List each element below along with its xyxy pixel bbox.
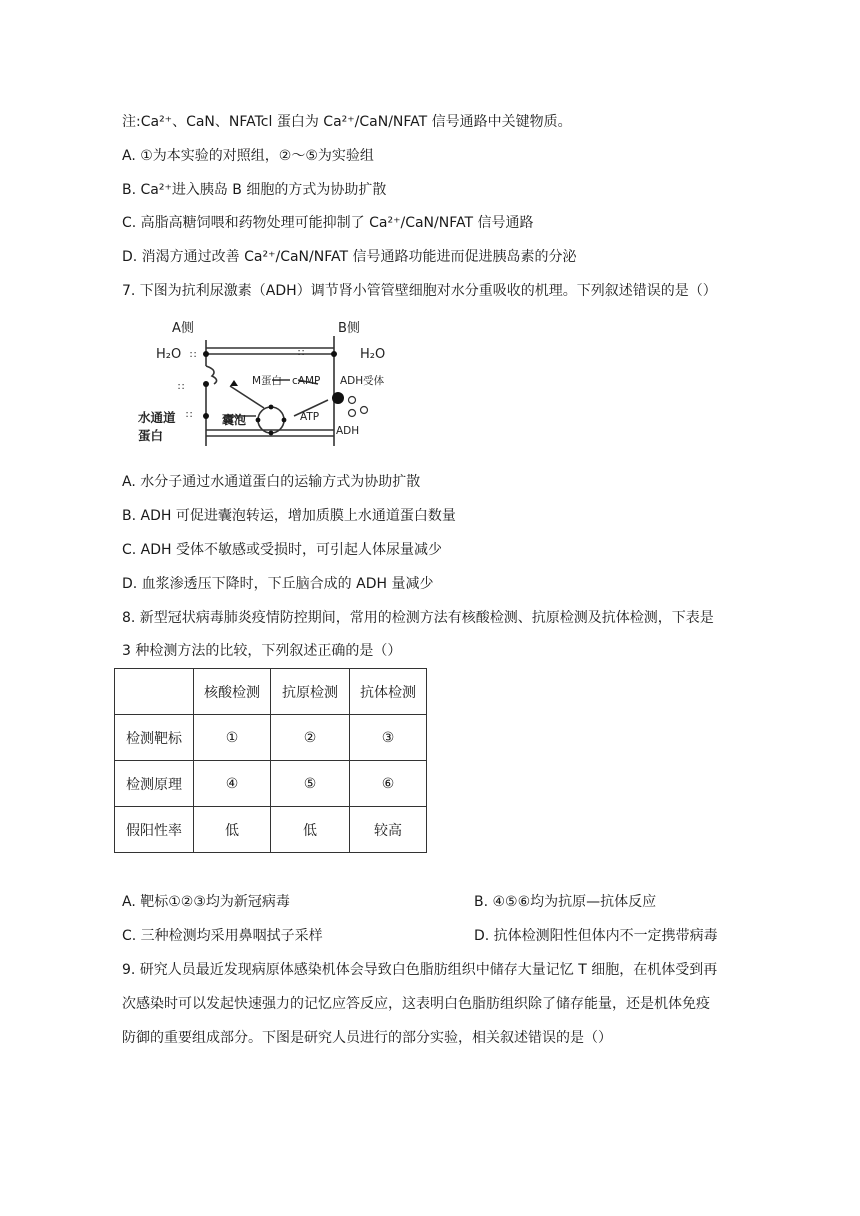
table-cell: 假阳性率: [115, 807, 194, 853]
q8-option-c: C. 三种检测均采用鼻咽拭子采样: [122, 928, 323, 944]
table-header-cell: 抗原检测: [271, 669, 350, 715]
svg-text:∷: ∷: [190, 350, 197, 361]
table-header-cell: [115, 669, 194, 715]
atp-label: ATP: [300, 411, 320, 423]
q6-option-c: C. 高脂高糖饲喂和药物处理可能抑制了 Ca²⁺/CaN/NFAT 信号通路: [122, 215, 534, 231]
adh-mechanism-diagram: [130, 318, 400, 454]
q9-stem-line-2: 次感染时可以发起快速强力的记忆应答反应，这表明白色脂肪组织除了储存能量，还是机体免疫: [122, 996, 710, 1012]
table-row: [115, 715, 427, 761]
figure-note: 注:Ca²⁺、CaN、NFATcl 蛋白为 Ca²⁺/CaN/NFAT 信号通路中关键物质。: [122, 114, 572, 130]
m-protein-label: M蛋白: [252, 375, 283, 387]
table-cell: 较高: [350, 807, 427, 853]
h2o-right-label: H₂O: [360, 347, 386, 362]
q8-option-a: A. 靶标①②③均为新冠病毒: [122, 894, 290, 910]
table-cell: ⑥: [350, 761, 427, 807]
q6-option-d: D. 消渴方通过改善 Ca²⁺/CaN/NFAT 信号通路功能进而促进胰岛素的分泌: [122, 249, 577, 265]
table-header-cell: 核酸检测: [194, 669, 271, 715]
q7-option-c: C. ADH 受体不敏感或受损时，可引起人体尿量减少: [122, 542, 443, 558]
svg-text:∷: ∷: [178, 382, 185, 393]
a-side-label: A侧: [172, 321, 194, 336]
q7-stem: 7. 下图为抗利尿激素（ADH）调节肾小管管壁细胞对水分重吸收的机理。下列叙述错误的是（）: [122, 283, 717, 299]
q8-option-d: D. 抗体检测阳性但体内不一定携带病毒: [474, 928, 718, 944]
q6-option-b: B. Ca²⁺进入胰岛 B 细胞的方式为协助扩散: [122, 182, 387, 198]
table-cell: 低: [271, 807, 350, 853]
aquaporin-label-1: 水通道: [138, 410, 176, 425]
table-row: [115, 807, 427, 853]
b-side-label: B侧: [338, 321, 360, 336]
table-cell: ⑤: [271, 761, 350, 807]
q9-stem-line-1: 9. 研究人员最近发现病原体感染机体会导致白色脂肪组织中储存大量记忆 T 细胞，在机体受到再: [122, 962, 718, 978]
detection-method-table: [114, 668, 427, 853]
adh-receptor-label: ADH受体: [340, 375, 385, 387]
svg-text:∷: ∷: [298, 348, 305, 359]
table-cell: ②: [271, 715, 350, 761]
vesicle-label: 囊泡: [222, 413, 247, 427]
h2o-left-label: H₂O: [156, 347, 182, 362]
q8-stem-line-1: 8. 新型冠状病毒肺炎疫情防控期间，常用的检测方法有核酸检测、抗原检测及抗体检测，下表是: [122, 610, 714, 626]
q8-option-b: B. ④⑤⑥均为抗原—抗体反应: [474, 894, 657, 910]
camp-label: cAMP: [292, 375, 321, 387]
table-header-cell: 抗体检测: [350, 669, 427, 715]
q7-option-a: A. 水分子通过水通道蛋白的运输方式为协助扩散: [122, 474, 421, 490]
table-cell: ①: [194, 715, 271, 761]
aquaporin-label-2: 蛋白: [138, 428, 164, 443]
q6-option-a: A. ①为本实验的对照组，②～⑤为实验组: [122, 148, 374, 164]
table-row: [115, 761, 427, 807]
q8-stem-line-2: 3 种检测方法的比较，下列叙述正确的是（）: [122, 643, 402, 659]
table-cell: ④: [194, 761, 271, 807]
table-cell: 检测靶标: [115, 715, 194, 761]
q7-option-d: D. 血浆渗透压下降时，下丘脑合成的 ADH 量减少: [122, 576, 434, 592]
table-header-row: [115, 669, 427, 715]
svg-text:∷: ∷: [186, 410, 193, 421]
table-cell: 检测原理: [115, 761, 194, 807]
table-cell: 低: [194, 807, 271, 853]
table-cell: ③: [350, 715, 427, 761]
adh-label: ADH: [336, 425, 360, 437]
q7-option-b: B. ADH 可促进囊泡转运，增加质膜上水通道蛋白数量: [122, 508, 456, 524]
q9-stem-line-3: 防御的重要组成部分。下图是研究人员进行的部分实验，相关叙述错误的是（）: [122, 1030, 612, 1046]
